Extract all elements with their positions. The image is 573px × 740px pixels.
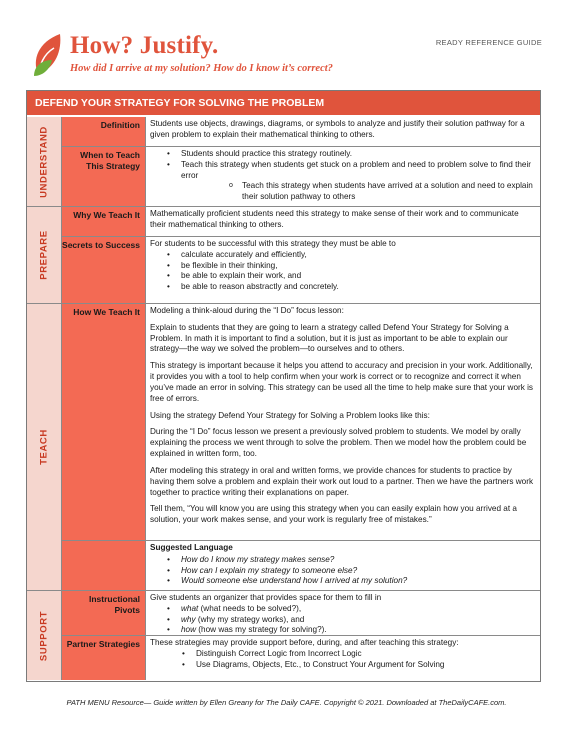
row-how-we-teach bbox=[62, 304, 540, 540]
row-why-we-teach bbox=[62, 207, 540, 236]
strategy-sheet bbox=[26, 90, 541, 682]
row-label-when-to-teach: When to Teach This Strategy bbox=[62, 147, 146, 206]
section-label-support: SUPPORT bbox=[27, 591, 62, 680]
row-definition bbox=[62, 117, 540, 146]
row-label-secrets-to-success: Secrets to Success bbox=[62, 237, 146, 303]
list-item: • Teach this strategy when students get stuck on a problem and need to problem solve to find their error bbox=[150, 160, 535, 182]
list-item: • Students should practice this strategy routinely. bbox=[150, 149, 535, 160]
section-label-prepare: PREPARE bbox=[27, 207, 62, 303]
guide-label: READY REFERENCE GUIDE bbox=[435, 38, 542, 47]
row-label-partner-strategies: Partner Strategies bbox=[62, 636, 146, 680]
row-instructional-pivots bbox=[62, 591, 540, 635]
row-label-instructional-pivots: Instructional Pivots bbox=[62, 591, 146, 635]
page-header bbox=[30, 28, 550, 88]
row-partner-strategies bbox=[62, 635, 540, 680]
section-label-teach: TEACH bbox=[27, 304, 62, 590]
pivots-intro: Give students an organizer that provides space for them to fill in bbox=[150, 593, 382, 602]
pivots-list bbox=[150, 604, 535, 636]
list-item: • what (what needs to be solved?), bbox=[150, 604, 535, 615]
row-label-how-we-teach: How We Teach It bbox=[62, 304, 146, 540]
when-to-teach-list bbox=[150, 149, 535, 181]
suggested-language-list bbox=[150, 555, 535, 587]
list-item: • Would someone else understand how I arrived at my solution? bbox=[150, 576, 535, 587]
secrets-intro: For students to be successful with this strategy they must be able to bbox=[150, 239, 396, 248]
section-support bbox=[27, 590, 540, 680]
section-prepare bbox=[27, 206, 540, 303]
row-when-to-teach bbox=[62, 146, 540, 206]
list-item: • why (why my strategy works), and bbox=[150, 615, 535, 626]
strategy-banner: DEFEND YOUR STRATEGY FOR SOLVING THE PROBLEM bbox=[27, 91, 540, 117]
section-label-understand: UNDERSTAND bbox=[27, 117, 62, 206]
row-label-why-we-teach: Why We Teach It bbox=[62, 207, 146, 236]
definition-text: Students use objects, drawings, diagrams, or symbols to analyze and justify their solution pathway for a given problem to explain their mathematical thinking to others. bbox=[146, 117, 540, 146]
leaf-logo-icon bbox=[30, 30, 70, 78]
list-item: o Teach this strategy when students have arrived at a solution and need to explain their solution pathway to others bbox=[150, 181, 535, 203]
list-item: • Use Diagrams, Objects, Etc., to Construct Your Argument for Solving bbox=[165, 660, 535, 671]
row-secrets-to-success bbox=[62, 236, 540, 303]
row-label-definition: Definition bbox=[62, 117, 146, 146]
partner-intro: These strategies may provide support before, during, and after teaching this strategy: bbox=[150, 638, 459, 647]
list-item: • be flexible in their thinking, bbox=[150, 261, 535, 272]
when-to-teach-sublist bbox=[150, 181, 535, 203]
row-suggested-language bbox=[62, 540, 540, 590]
list-item: • calculate accurately and efficiently, bbox=[150, 250, 535, 261]
page-title: How? Justify. bbox=[70, 32, 219, 59]
section-teach bbox=[27, 303, 540, 590]
list-item: • How can I explain my strategy to someone else? bbox=[150, 566, 535, 577]
list-item: • Distinguish Correct Logic from Incorrect Logic bbox=[165, 649, 535, 660]
why-we-teach-text: Mathematically proficient students need this strategy to make sense of their work and to communicate their mathematical thinking to others. bbox=[146, 207, 540, 236]
section-understand bbox=[27, 117, 540, 206]
list-item: • How do I know my strategy makes sense? bbox=[150, 555, 535, 566]
suggested-language-title: Suggested Language bbox=[150, 543, 233, 552]
page-footer: PATH MENU Resource— Guide written by Ellen Greany for The Daily CAFE. Copyright © 2021. Downloaded at TheDailyCAFE.com. bbox=[66, 698, 507, 707]
page-subtitle: How did I arrive at my solution? How do I know it’s correct? bbox=[70, 63, 333, 74]
list-item: • how (how was my strategy for solving?). bbox=[150, 625, 535, 636]
list-item: • be able to explain their work, and bbox=[150, 271, 535, 282]
partner-list bbox=[150, 649, 535, 671]
list-item: • be able to reason abstractly and concretely. bbox=[150, 282, 535, 293]
secrets-list bbox=[150, 250, 535, 293]
how-we-teach-text: Modeling a think-aloud during the “I Do” focus lesson: Explain to students that they are going to learn a strategy called Defend Your Strategy for Solving a Problem. In math it is important to find a solution, but it is just as important to be able to explain our strategy—the way we solved the problem—to ourselves and to others. This strategy is important because it helps you attend to accuracy and precision in your work. Additionally, it provides you with a tool to help confirm when your work is correct or to recognize and correct it when you’ve made an error in solving. This strategy can be used all the time to help make sure that your work is free of errors. Using the strategy Defend Your Strategy for Solving a Problem looks like this: During the “I Do” focus lesson we present a previously solved problem to students. We model by orally explaining the process we went through to solve the problem. Then we model how the problem could be explained in written form, too. After modeling this strategy in oral and written forms, we provide chances for students to practice by having them solve a problem and explain their work out loud to a partner. Then we have the partners work together to practice writing their explanations on paper. Tell them, “You will know you are using this strategy when you can easily explain how you arrived at a solution, your work makes sense, and your work is regularly free of mistakes.” bbox=[146, 304, 540, 540]
